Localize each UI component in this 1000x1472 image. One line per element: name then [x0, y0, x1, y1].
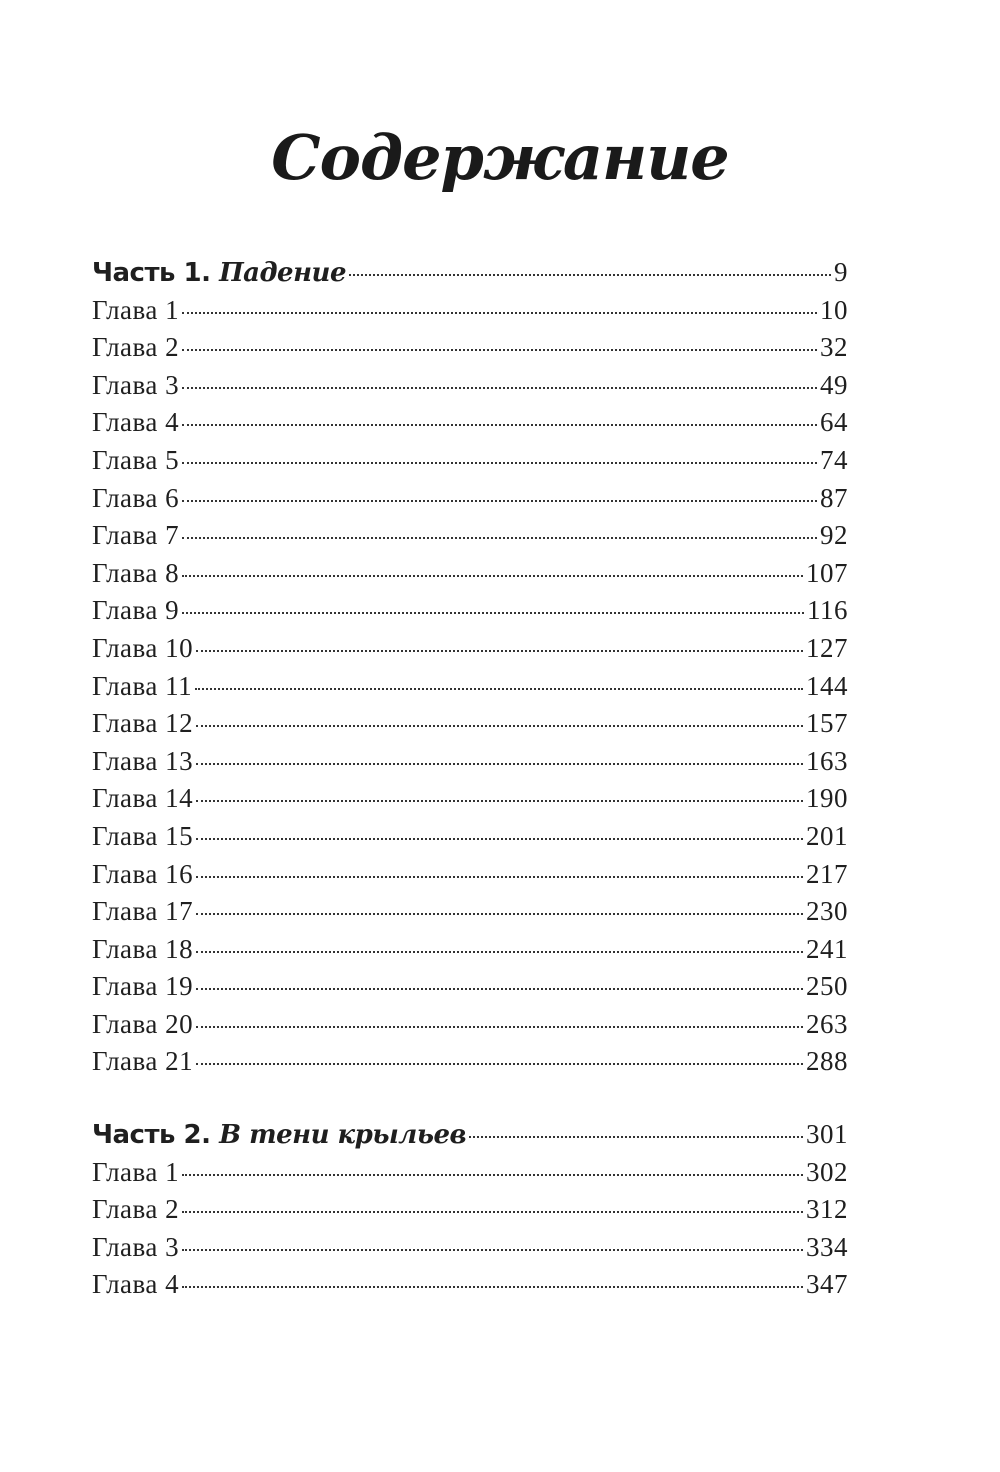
- dot-leader: [196, 1025, 803, 1028]
- toc-chapter-row[interactable]: [92, 630, 848, 668]
- chapter-label: Глава 5: [92, 444, 180, 475]
- dot-leader: [195, 687, 803, 690]
- dot-leader: [469, 1135, 803, 1138]
- chapter-label: Глава 13: [92, 745, 194, 776]
- toc-chapter-row[interactable]: [92, 668, 848, 706]
- chapter-page-number: 32: [820, 332, 848, 363]
- chapter-label: Глава 12: [92, 708, 194, 739]
- part-page-number: 301: [806, 1119, 848, 1149]
- part-number: Часть 2.: [92, 1120, 211, 1150]
- chapter-list: [92, 292, 848, 1081]
- part-label: [92, 1117, 466, 1155]
- chapter-page-number: 92: [820, 520, 848, 551]
- toc-chapter-row[interactable]: [92, 329, 848, 367]
- chapter-label: Глава 9: [92, 595, 180, 626]
- chapter-label: Глава 2: [92, 1194, 180, 1225]
- dot-leader: [196, 912, 803, 915]
- chapter-label: Глава 3: [92, 1231, 180, 1262]
- dot-leader: [182, 311, 817, 314]
- toc-chapter-row[interactable]: [92, 818, 848, 856]
- dot-leader: [182, 348, 817, 351]
- dot-leader: [182, 1173, 803, 1176]
- chapter-page-number: 10: [820, 294, 848, 325]
- chapter-page-number: 107: [806, 557, 848, 588]
- toc-chapter-row[interactable]: [92, 893, 848, 931]
- dot-leader: [196, 987, 803, 990]
- chapter-label: Глава 20: [92, 1008, 194, 1039]
- toc-part-row[interactable]: [92, 254, 848, 292]
- dot-leader: [196, 799, 803, 802]
- toc-chapter-row[interactable]: [92, 1229, 848, 1267]
- part-number: Часть 1.: [92, 258, 211, 288]
- chapter-page-number: 127: [806, 632, 848, 663]
- chapter-label: Глава 19: [92, 971, 194, 1002]
- toc-chapter-row[interactable]: [92, 480, 848, 518]
- toc-chapter-row[interactable]: [92, 1006, 848, 1044]
- chapter-page-number: 241: [806, 933, 848, 964]
- dot-leader: [196, 724, 803, 727]
- toc-chapter-row[interactable]: [92, 705, 848, 743]
- dot-leader: [196, 649, 803, 652]
- chapter-page-number: 347: [806, 1269, 848, 1300]
- dot-leader: [182, 1210, 803, 1213]
- chapter-label: Глава 4: [92, 407, 180, 438]
- chapter-label: Глава 11: [92, 670, 193, 701]
- toc-chapter-row[interactable]: [92, 968, 848, 1006]
- dot-leader: [182, 423, 817, 426]
- chapter-label: Глава 1: [92, 294, 180, 325]
- chapter-page-number: 74: [820, 444, 848, 475]
- chapter-label: Глава 14: [92, 783, 194, 814]
- part-label: [92, 255, 346, 293]
- chapter-page-number: 157: [806, 708, 848, 739]
- dot-leader: [182, 461, 817, 464]
- chapter-page-number: 230: [806, 896, 848, 927]
- chapter-label: Глава 17: [92, 896, 194, 927]
- chapter-label: Глава 8: [92, 557, 180, 588]
- chapter-page-number: 288: [806, 1046, 848, 1077]
- chapter-page-number: 334: [806, 1231, 848, 1262]
- chapter-page-number: 312: [806, 1194, 848, 1225]
- toc-chapter-row[interactable]: [92, 404, 848, 442]
- toc-chapter-row[interactable]: [92, 1266, 848, 1304]
- chapter-label: Глава 2: [92, 332, 180, 363]
- dot-leader: [182, 386, 817, 389]
- dot-leader: [196, 875, 803, 878]
- chapter-label: Глава 4: [92, 1269, 180, 1300]
- chapter-page-number: 201: [806, 820, 848, 851]
- dot-leader: [182, 1248, 803, 1251]
- toc-part-2: [92, 1116, 848, 1304]
- toc-chapter-row[interactable]: [92, 555, 848, 593]
- dot-leader: [349, 273, 831, 276]
- dot-leader: [182, 611, 804, 614]
- chapter-page-number: 163: [806, 745, 848, 776]
- chapter-label: Глава 1: [92, 1156, 180, 1187]
- chapter-page-number: 250: [806, 971, 848, 1002]
- chapter-label: Глава 6: [92, 482, 180, 513]
- chapter-page-number: 116: [807, 595, 848, 626]
- chapter-page-number: 302: [806, 1156, 848, 1187]
- chapter-page-number: 263: [806, 1008, 848, 1039]
- chapter-page-number: 64: [820, 407, 848, 438]
- toc-chapter-row[interactable]: [92, 931, 848, 969]
- chapter-label: Глава 7: [92, 520, 180, 551]
- dot-leader: [196, 950, 803, 953]
- toc-chapter-row[interactable]: [92, 1154, 848, 1192]
- toc-chapter-row[interactable]: [92, 856, 848, 894]
- dot-leader: [182, 574, 803, 577]
- part-name: Падение: [219, 258, 346, 288]
- part-name: В тени крыльев: [219, 1120, 467, 1150]
- chapter-page-number: 217: [806, 858, 848, 889]
- chapter-label: Глава 15: [92, 820, 194, 851]
- chapter-label: Глава 16: [92, 858, 194, 889]
- toc-chapter-row[interactable]: [92, 780, 848, 818]
- part-page-number: 9: [834, 257, 848, 287]
- dot-leader: [196, 762, 803, 765]
- chapter-label: Глава 18: [92, 933, 194, 964]
- dot-leader: [196, 1062, 803, 1065]
- chapter-page-number: 49: [820, 369, 848, 400]
- chapter-page-number: 190: [806, 783, 848, 814]
- toc-chapter-row[interactable]: [92, 367, 848, 405]
- chapter-page-number: 87: [820, 482, 848, 513]
- chapter-page-number: 144: [806, 670, 848, 701]
- chapter-label: Глава 3: [92, 369, 180, 400]
- dot-leader: [182, 536, 817, 539]
- toc-chapter-row[interactable]: [92, 1043, 848, 1081]
- toc-part-1: [92, 254, 848, 1081]
- dot-leader: [182, 499, 817, 502]
- chapter-label: Глава 10: [92, 632, 194, 663]
- dot-leader: [196, 837, 803, 840]
- toc-chapter-row[interactable]: [92, 592, 848, 630]
- chapter-list: [92, 1154, 848, 1304]
- toc-chapter-row[interactable]: [92, 743, 848, 781]
- dot-leader: [182, 1285, 803, 1288]
- toc-chapter-row[interactable]: [92, 292, 848, 330]
- toc-chapter-row[interactable]: [92, 1191, 848, 1229]
- chapter-label: Глава 21: [92, 1046, 194, 1077]
- page-title: Содержание: [271, 121, 729, 194]
- toc-part-row[interactable]: [92, 1116, 848, 1154]
- toc-chapter-row[interactable]: [92, 517, 848, 555]
- toc-chapter-row[interactable]: [92, 442, 848, 480]
